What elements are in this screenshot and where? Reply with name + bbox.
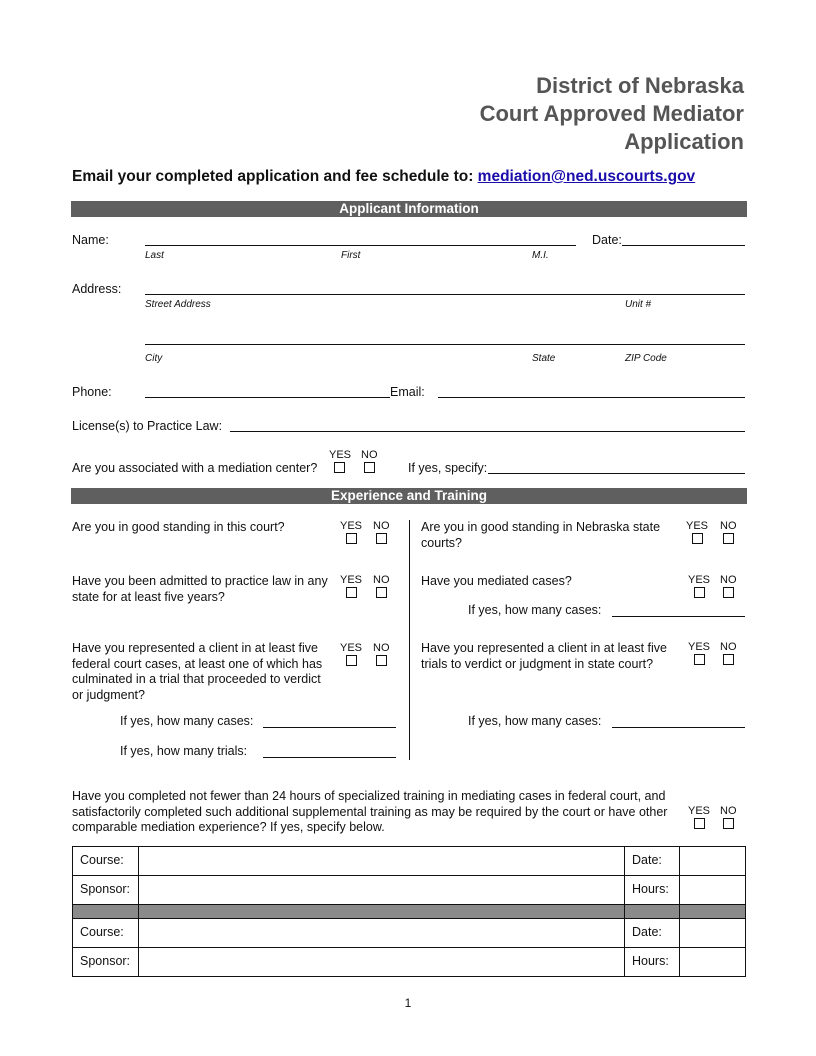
- no-label: NO: [720, 641, 737, 653]
- hours-2-field[interactable]: [680, 948, 746, 977]
- state-trials-yes-checkbox[interactable]: [694, 654, 705, 665]
- title-line-3: Application: [624, 129, 744, 154]
- page-number: 1: [404, 996, 412, 1010]
- no-label: NO: [720, 520, 737, 532]
- phone-field[interactable]: [145, 397, 390, 398]
- name-field[interactable]: [145, 245, 576, 246]
- table-separator-row: [73, 905, 746, 919]
- column-divider: [409, 520, 410, 760]
- mediated-how-many-field[interactable]: [612, 616, 745, 617]
- federal-how-many-trials-field[interactable]: [263, 757, 396, 758]
- section-header-applicant: Applicant Information: [71, 201, 747, 217]
- no-label: NO: [373, 520, 390, 532]
- date-label: Date:: [625, 847, 680, 876]
- street-address-field[interactable]: [145, 294, 745, 295]
- yes-label: YES: [688, 805, 711, 817]
- mediated-how-many-label: If yes, how many cases:: [468, 603, 602, 617]
- good-standing-state-question: Are you in good standing in Nebraska state courts?: [421, 520, 661, 550]
- name-sub-last: Last: [145, 250, 164, 261]
- admitted-five-years-yes-checkbox[interactable]: [346, 587, 357, 598]
- yes-label: YES: [688, 574, 711, 586]
- no-label: NO: [720, 574, 737, 586]
- mediation-center-specify-field[interactable]: [488, 473, 745, 474]
- license-label: License(s) to Practice Law:: [72, 419, 223, 433]
- instructions: [72, 168, 695, 186]
- title-line-1: District of Nebraska: [536, 73, 744, 98]
- name-sub-mi: M.I.: [532, 250, 549, 261]
- good-standing-court-question: Are you in good standing in this court?: [72, 520, 285, 534]
- phone-label: Phone:: [72, 385, 112, 399]
- license-field[interactable]: [230, 431, 745, 432]
- mediation-center-yes-checkbox[interactable]: [334, 462, 345, 473]
- yes-label: YES: [688, 641, 711, 653]
- no-label: NO: [720, 805, 737, 817]
- mediated-cases-yes-checkbox[interactable]: [694, 587, 705, 598]
- date-field[interactable]: [622, 245, 745, 246]
- federal-how-many-cases-field[interactable]: [263, 727, 396, 728]
- federal-how-many-trials-label: If yes, how many trials:: [120, 744, 248, 758]
- federal-cases-no-checkbox[interactable]: [376, 655, 387, 666]
- good-standing-state-no-checkbox[interactable]: [723, 533, 734, 544]
- yes-label: YES: [340, 574, 363, 586]
- table-row: [73, 876, 746, 905]
- training-table: [72, 846, 746, 977]
- no-label: NO: [373, 642, 390, 654]
- sponsor-2-field[interactable]: [139, 948, 625, 977]
- course-2-field[interactable]: [139, 919, 625, 948]
- hours-1-field[interactable]: [680, 876, 746, 905]
- good-standing-state-yes-checkbox[interactable]: [692, 533, 703, 544]
- date-1-field[interactable]: [680, 847, 746, 876]
- city-state-zip-field[interactable]: [145, 344, 745, 345]
- admitted-five-years-question: Have you been admitted to practice law in any state for at least five years?: [72, 574, 328, 604]
- page-title: [480, 72, 744, 156]
- addr-sub-unit: Unit #: [625, 299, 652, 310]
- yes-label: YES: [686, 520, 709, 532]
- state-how-many-cases-label: If yes, how many cases:: [468, 714, 602, 728]
- date-label: Date:: [592, 233, 622, 247]
- address-label: Address:: [72, 282, 122, 296]
- instructions-text: Email your completed application and fee schedule to:: [72, 168, 474, 185]
- course-1-field[interactable]: [139, 847, 625, 876]
- table-row: [73, 847, 746, 876]
- title-line-2: Court Approved Mediator: [479, 101, 744, 126]
- admitted-five-years-no-checkbox[interactable]: [376, 587, 387, 598]
- good-standing-court-no-checkbox[interactable]: [376, 533, 387, 544]
- name-sub-first: First: [341, 250, 361, 261]
- email-field[interactable]: [438, 397, 745, 398]
- if-yes-specify-label: If yes, specify:: [408, 461, 488, 475]
- no-label: NO: [373, 574, 390, 586]
- section-header-experience: Experience and Training: [71, 488, 747, 504]
- mediation-center-question: Are you associated with a mediation center?: [72, 461, 318, 475]
- mediation-email-link[interactable]: mediation@ned.uscourts.gov: [477, 168, 696, 185]
- addr-sub-city: City: [145, 353, 163, 364]
- date-label: Date:: [625, 919, 680, 948]
- training-yes-checkbox[interactable]: [694, 818, 705, 829]
- sponsor-label: Sponsor:: [73, 876, 139, 905]
- training-no-checkbox[interactable]: [723, 818, 734, 829]
- addr-sub-state: State: [532, 353, 556, 364]
- name-label: Name:: [72, 233, 109, 247]
- sponsor-1-field[interactable]: [139, 876, 625, 905]
- date-2-field[interactable]: [680, 919, 746, 948]
- addr-sub-street: Street Address: [145, 299, 211, 310]
- mediation-center-no-checkbox[interactable]: [364, 462, 375, 473]
- yes-label: YES: [340, 642, 363, 654]
- email-label: Email:: [390, 385, 425, 399]
- mediated-cases-question: Have you mediated cases?: [421, 574, 572, 588]
- hours-label: Hours:: [625, 948, 680, 977]
- federal-cases-yes-checkbox[interactable]: [346, 655, 357, 666]
- good-standing-court-yes-checkbox[interactable]: [346, 533, 357, 544]
- no-header: NO: [361, 449, 378, 461]
- yes-header: YES: [329, 449, 352, 461]
- yes-label: YES: [340, 520, 363, 532]
- sponsor-label: Sponsor:: [73, 948, 139, 977]
- state-trials-question: Have you represented a client in at least five trials to verdict or judgment in state court?: [421, 641, 667, 671]
- mediated-cases-no-checkbox[interactable]: [723, 587, 734, 598]
- table-row: [73, 948, 746, 977]
- federal-how-many-cases-label: If yes, how many cases:: [120, 714, 254, 728]
- course-label: Course:: [73, 847, 139, 876]
- state-how-many-cases-field[interactable]: [612, 727, 745, 728]
- training-question: Have you completed not fewer than 24 hours of specialized training in mediating cases in federal court, and satisfactorily completed such additional supplemental training as may be required by the court or have other comparable mediation experience? If yes, specify below.: [72, 789, 668, 834]
- hours-label: Hours:: [625, 876, 680, 905]
- table-row: [73, 919, 746, 948]
- course-label: Course:: [73, 919, 139, 948]
- state-trials-no-checkbox[interactable]: [723, 654, 734, 665]
- addr-sub-zip: ZIP Code: [625, 353, 667, 364]
- federal-cases-question: Have you represented a client in at least five federal court cases, at least one of which has culminated in a trial that proceeded to verdict or judgment?: [72, 641, 323, 702]
